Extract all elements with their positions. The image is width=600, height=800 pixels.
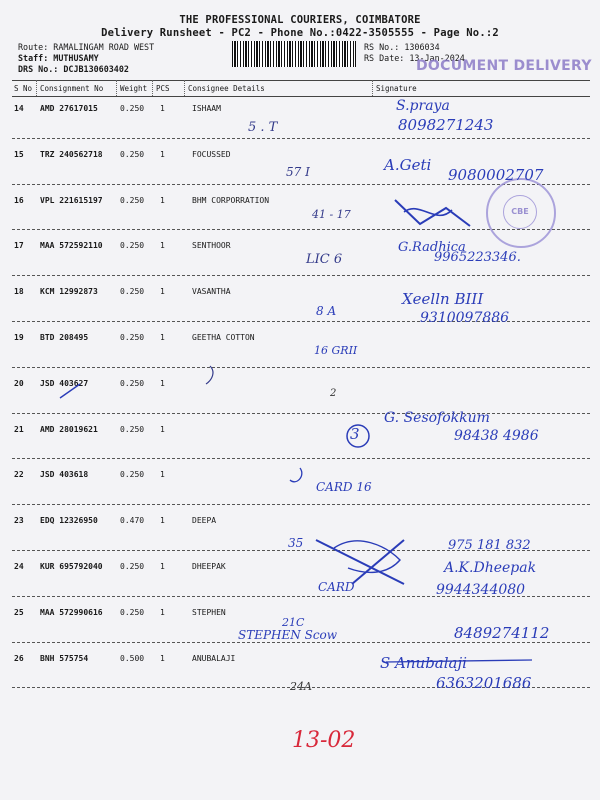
col-sep xyxy=(36,80,37,96)
header-rule-top xyxy=(12,80,590,81)
row-sno: 22 xyxy=(14,470,24,480)
row-weight: 0.250 xyxy=(120,470,145,480)
seal-center-text: CBE xyxy=(503,195,537,229)
row-consignee: SENTHOOR xyxy=(192,241,231,251)
row-separator xyxy=(12,275,590,276)
row-weight: 0.250 xyxy=(120,241,145,251)
row-consignee: ANUBALAJI xyxy=(192,653,236,663)
col-head-pcs: PCS xyxy=(156,84,170,93)
row-pcs: 1 xyxy=(160,424,165,434)
row-weight: 0.250 xyxy=(120,378,145,388)
row-pcs: 1 xyxy=(160,104,165,113)
row-weight: 0.250 xyxy=(120,333,145,342)
row-consignment-no: MAA 572592110 xyxy=(40,241,103,251)
hw-r26-signature: S Anubalaji xyxy=(380,654,467,672)
row-sno: 25 xyxy=(14,607,24,617)
r23-cross-stroke xyxy=(352,540,404,584)
hw-r25-phone: 8489274112 xyxy=(454,624,550,642)
col-sep xyxy=(184,80,185,96)
hw-r17-signature: G.Radhica xyxy=(398,240,466,255)
hw-r24-note: CARD xyxy=(318,580,355,594)
row-separator xyxy=(12,413,590,414)
row-consignment-no: TRZ 240562718 xyxy=(40,149,103,159)
hw-r26-phone: 6363201686 xyxy=(436,674,532,692)
row-consignee: VASANTHA xyxy=(192,287,231,297)
hw-r23-note: 35 xyxy=(288,536,304,550)
barcode xyxy=(232,41,356,67)
hw-r26-note: 24A xyxy=(290,680,312,693)
row-sno: 15 xyxy=(14,149,24,159)
row-consignment-no: AMD 28019621 xyxy=(40,424,98,434)
hw-r18-signature: Xeelln BIII xyxy=(402,290,484,308)
row-sno: 16 xyxy=(14,195,24,205)
row-weight: 0.250 xyxy=(120,104,145,113)
hw-r16-note: 41 - 17 xyxy=(312,208,351,221)
hw-r14-signature: S.praya xyxy=(396,98,450,114)
r23-signature-stroke xyxy=(334,541,400,573)
row-weight: 0.250 xyxy=(120,607,145,617)
header-rule-bottom xyxy=(12,96,590,97)
hw-footer-count: 13-02 xyxy=(292,728,356,753)
row-consignee: ISHAAM xyxy=(192,104,221,113)
row-consignment-no: BTD 208495 xyxy=(40,333,89,342)
staff-text: Staff: MUTHUSAMY xyxy=(18,53,99,63)
hw-r25-name: STEPHEN Scow xyxy=(238,628,338,642)
row-weight: 0.500 xyxy=(120,653,145,663)
row-consignment-no: KUR 695792040 xyxy=(40,562,103,571)
row-separator xyxy=(12,458,590,459)
row-sno: 14 xyxy=(14,104,24,113)
hw-r15-note: 57 I xyxy=(286,165,310,179)
row-weight: 0.250 xyxy=(120,149,145,159)
row-consignment-no: MAA 572990616 xyxy=(40,607,103,617)
row-pcs: 1 xyxy=(160,562,165,571)
hw-r21-number: 3 xyxy=(350,425,360,443)
row-separator xyxy=(12,504,590,505)
col-sep xyxy=(152,80,153,96)
row-sno: 21 xyxy=(14,424,24,434)
row-consignment-no: JSD 403618 xyxy=(40,470,89,480)
rs-date: RS Date: 13-Jan-2024 xyxy=(364,53,465,63)
row-weight: 0.250 xyxy=(120,424,145,434)
row-consignee: BHM CORPORRATION xyxy=(192,195,270,205)
col-head-sno: S No xyxy=(14,84,33,93)
route-text: Route: RAMALINGAM ROAD WEST xyxy=(18,42,155,52)
row-consignment-no: AMD 27617015 xyxy=(40,104,98,113)
circular-seal xyxy=(486,178,556,248)
row-pcs: 1 xyxy=(160,378,165,388)
r19-mark-stroke xyxy=(206,366,213,384)
rs-number: RS No.: 1306034 xyxy=(364,42,440,52)
col-head-signature: Signature xyxy=(376,84,417,93)
hw-r22-note: CARD 16 xyxy=(316,480,372,494)
runsheet-subtitle: Delivery Runsheet - PC2 - Phone No.:0422-3505555 - Page No.:2 xyxy=(101,27,499,39)
hw-r19-note: 16 GRII xyxy=(314,344,358,357)
hw-r17-note: LIC 6 xyxy=(306,252,343,267)
r22-mark-stroke xyxy=(290,468,302,482)
row-sno: 18 xyxy=(14,287,24,297)
row-consignment-no: EDQ 12326950 xyxy=(40,516,98,526)
row-weight: 0.250 xyxy=(120,562,145,571)
row-consignee: GEETHA COTTON xyxy=(192,333,255,342)
row-pcs: 1 xyxy=(160,195,165,205)
document-delivery-stamp: DOCUMENT DELIVERY xyxy=(416,58,592,74)
r16-signature-stroke xyxy=(404,209,452,216)
hw-r24-signature: A.K.Dheepak xyxy=(444,560,537,576)
row-consignment-no: JSD 403627 xyxy=(40,378,89,388)
row-consignee: STEPHEN xyxy=(192,607,226,617)
row-pcs: 1 xyxy=(160,470,165,480)
row-sno: 17 xyxy=(14,241,24,251)
row-sno: 19 xyxy=(14,333,24,342)
hw-r21-signature: G. Sesofokkum xyxy=(384,410,490,426)
row-consignment-no: BNH 575754 xyxy=(40,653,89,663)
row-consignee: DHEEPAK xyxy=(192,562,226,571)
row-sno: 26 xyxy=(14,653,24,663)
row-pcs: 1 xyxy=(160,287,165,297)
row-sno: 20 xyxy=(14,378,24,388)
hw-r24-phone: 9944344080 xyxy=(436,582,526,598)
r16-signature-stroke xyxy=(395,200,470,226)
hw-r15-signature: A.Geti xyxy=(384,156,432,174)
col-sep xyxy=(372,80,373,96)
row-pcs: 1 xyxy=(160,241,165,251)
row-separator xyxy=(12,138,590,139)
row-pcs: 1 xyxy=(160,516,165,526)
hw-r25-note: 21C xyxy=(282,616,305,629)
r23-cross-stroke xyxy=(316,540,404,584)
hw-r15-phone: 9080002707 xyxy=(448,166,544,184)
row-sno: 23 xyxy=(14,516,24,526)
hw-r18-note: 8 A xyxy=(316,304,337,318)
row-pcs: 1 xyxy=(160,333,165,342)
drs-number: DRS No.: DCJB130603402 xyxy=(18,64,129,74)
hw-r14-phone: 8098271243 xyxy=(398,116,494,134)
hw-r17-phone: 9965223346. xyxy=(434,250,521,265)
col-sep xyxy=(116,80,117,96)
meta-left-block xyxy=(18,42,154,75)
row-separator xyxy=(12,367,590,368)
row-pcs: 1 xyxy=(160,653,165,663)
col-head-weight: Weight xyxy=(120,84,148,93)
row-consignment-no: KCM 12992873 xyxy=(40,287,98,297)
col-head-consignee: Consignee Details xyxy=(188,84,265,93)
hw-r21-phone: 98438 4986 xyxy=(454,428,539,444)
row-weight: 0.250 xyxy=(120,195,145,205)
hw-r23-phone: 975 181 832 xyxy=(448,538,531,553)
row-weight: 0.250 xyxy=(120,287,145,297)
row-pcs: 1 xyxy=(160,149,165,159)
hw-r14-note: 5 . T xyxy=(248,120,278,135)
row-weight: 0.470 xyxy=(120,516,145,526)
row-consignment-no: VPL 221615197 xyxy=(40,195,103,205)
hw-r20-note: 2 xyxy=(330,388,337,399)
row-consignee: DEEPA xyxy=(192,516,217,526)
hw-r18-phone: 9310097886 xyxy=(420,310,510,326)
col-head-consignment: Consignment No xyxy=(40,84,104,93)
row-pcs: 1 xyxy=(160,607,165,617)
row-consignee: FOCUSSED xyxy=(192,149,231,159)
company-title: THE PROFESSIONAL COURIERS, COIMBATORE xyxy=(179,14,421,26)
row-sno: 24 xyxy=(14,562,24,571)
